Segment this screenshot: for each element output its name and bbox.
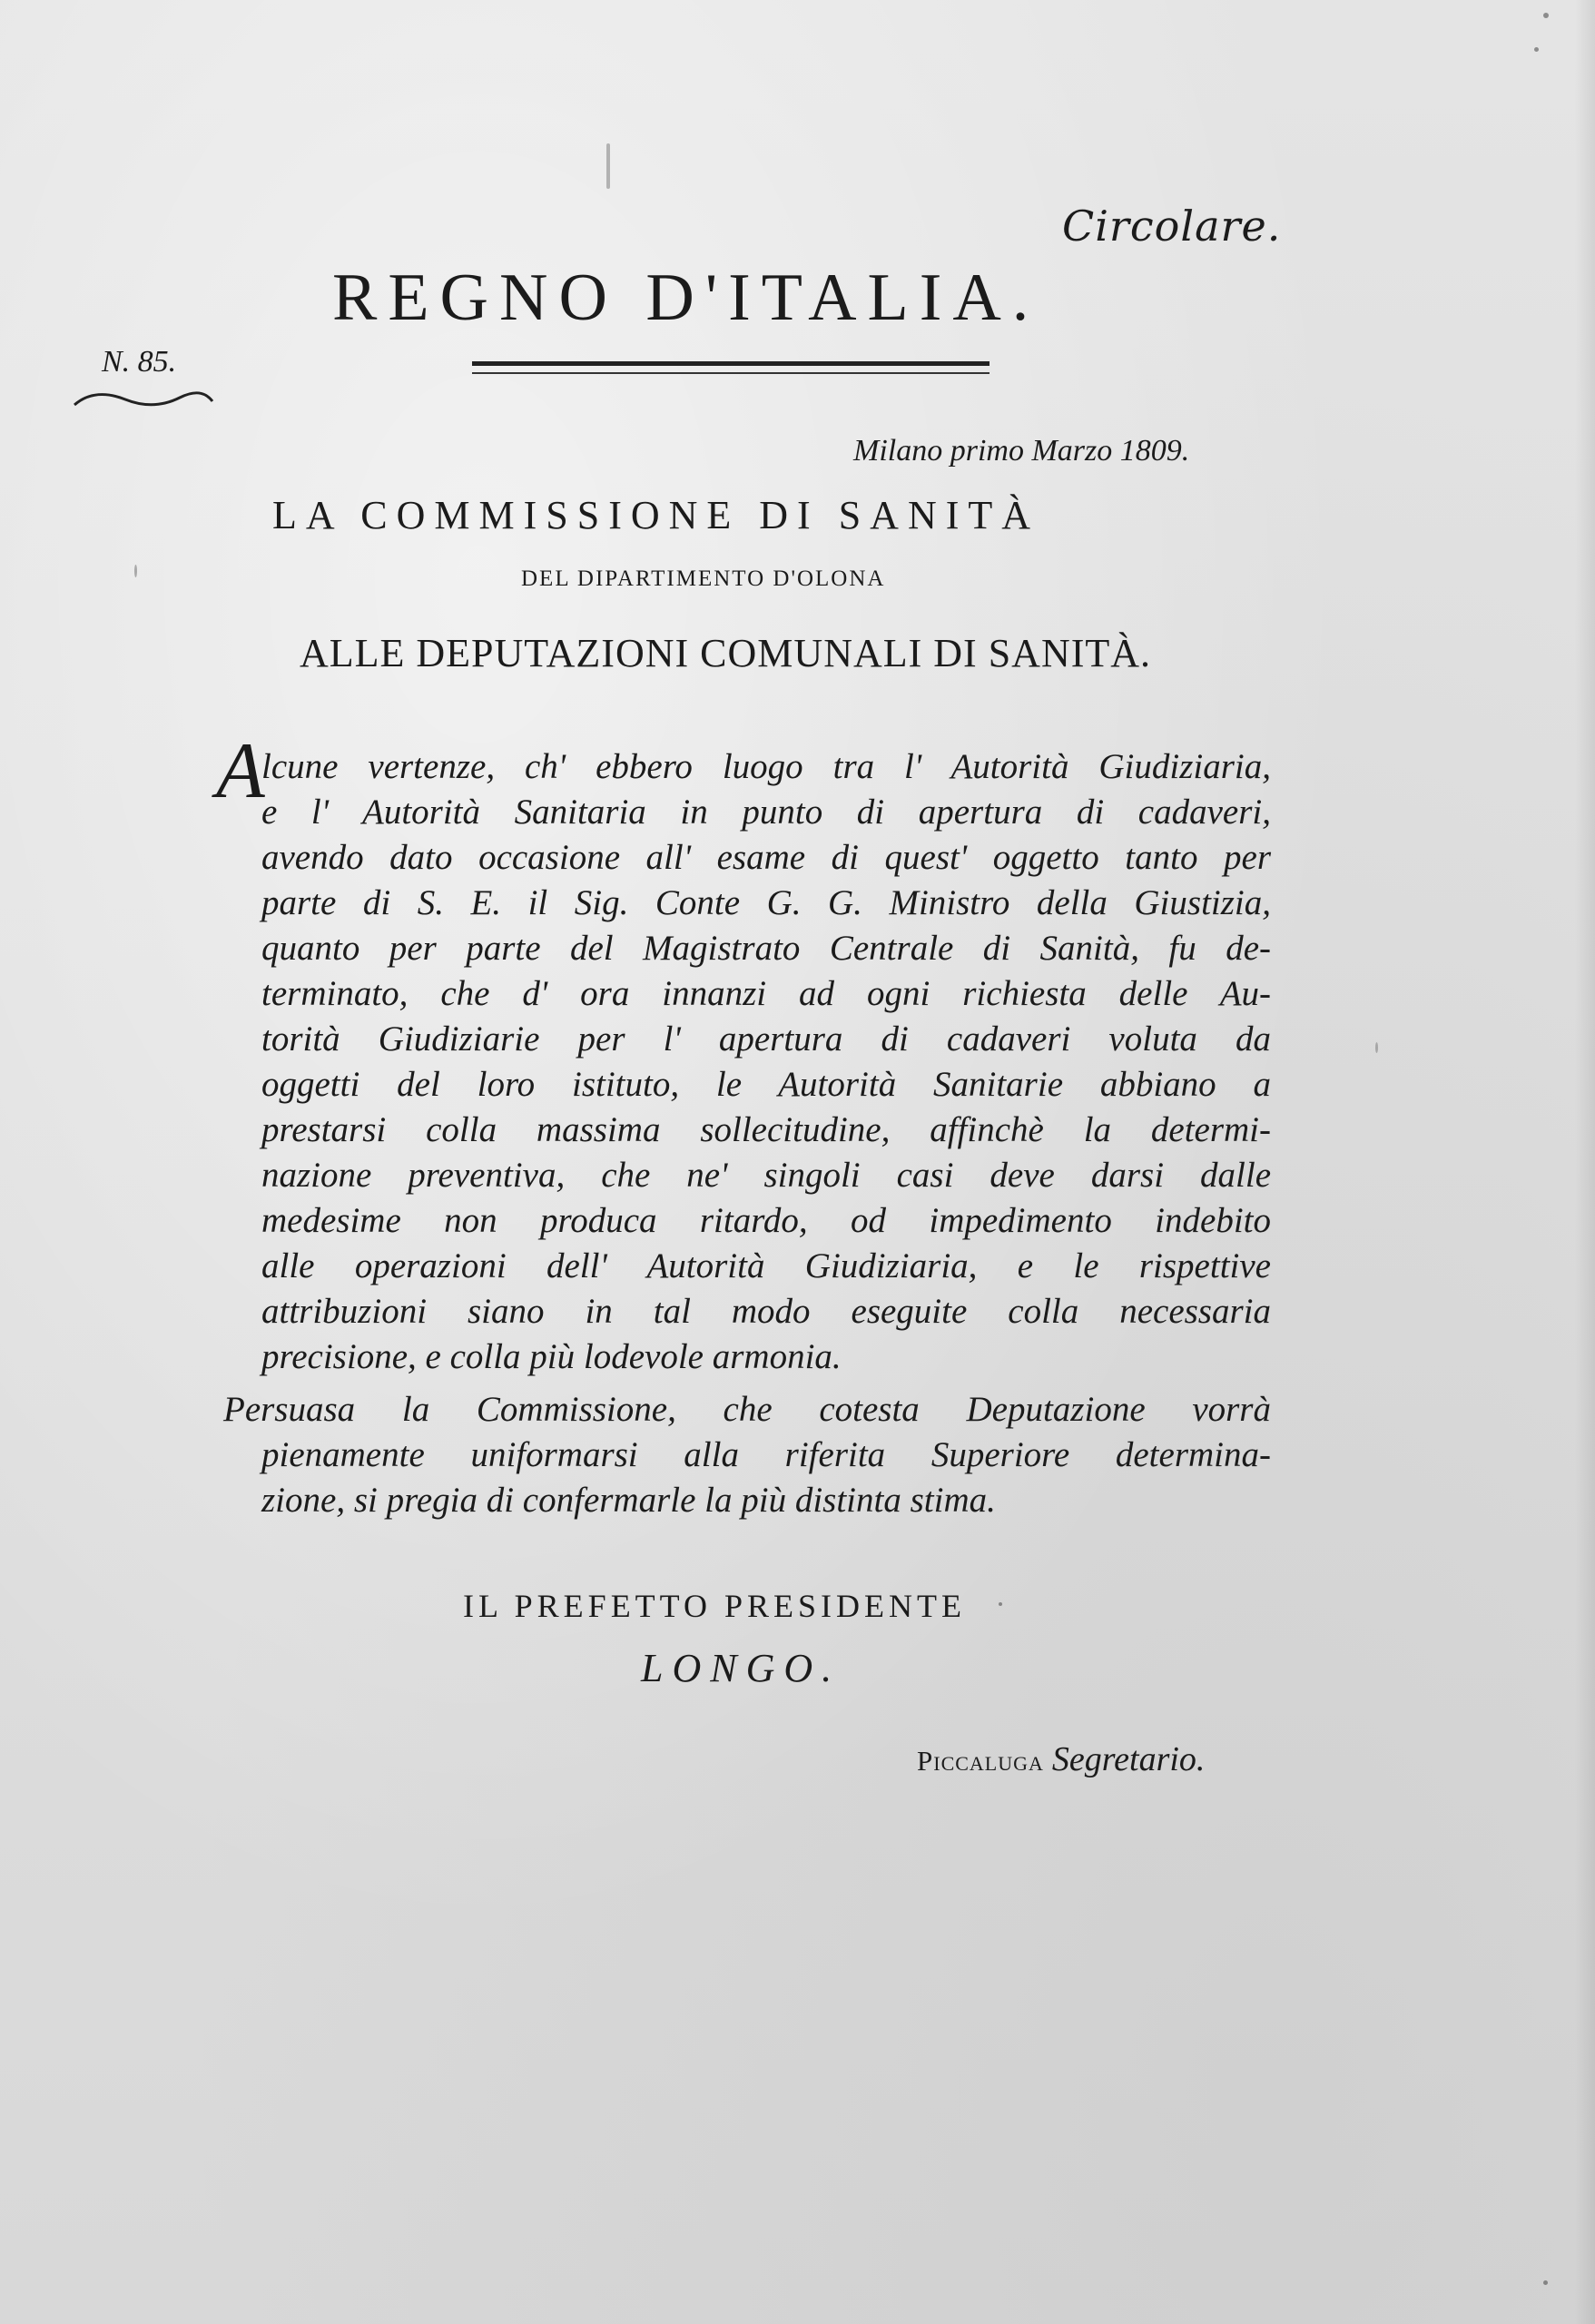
body-line: lcune vertenze, ch' ebbero luogo tra l' Autorità Giudiziaria, <box>261 747 1271 786</box>
dateline: Milano primo Marzo 1809. <box>853 434 1190 468</box>
paper-speck <box>134 565 137 577</box>
body-line: parte di S. E. il Sig. Conte G. G. Ministro della Giustizia, <box>261 883 1271 922</box>
secretary-line <box>917 1739 1205 1779</box>
body-line: avendo dato occasione all' esame di quest' oggetto tanto per <box>261 838 1271 877</box>
secretary-role: Segretario. <box>1051 1740 1206 1778</box>
circular-number-text: N. 85. <box>102 345 177 379</box>
title-rule-thin <box>472 372 989 374</box>
body-line: Persuasa la Commissione, che cotesta Deputazione vorrà <box>223 1390 1271 1429</box>
body-line: zione, si pregia di confermarle la più distinta stima. <box>261 1481 996 1520</box>
body-line: alle operazioni dell' Autorità Giudiziaria, e le rispettive <box>261 1246 1271 1285</box>
body-line: prestarsi colla massima sollecitudine, affinchè la determi- <box>261 1110 1271 1149</box>
body-line: torità Giudiziarie per l' apertura di cadaveri voluta da <box>261 1019 1271 1059</box>
paper-mark <box>606 143 610 189</box>
body-line: medesime non produca ritardo, od impedimento indebito <box>261 1201 1271 1240</box>
signatory-name: LONGO. <box>641 1646 842 1690</box>
body-line: oggetti del loro istituto, le Autorità Sanitarie abbiano a <box>261 1065 1271 1104</box>
body-line: quanto per parte del Magistrato Centrale di Sanità, fu de- <box>261 929 1271 968</box>
circular-number <box>102 345 176 379</box>
secretary-name: Piccaluga <box>917 1745 1044 1777</box>
body-line: nazione preventiva, che ne' singoli casi deve darsi dalle <box>261 1156 1271 1195</box>
title-rule-thick <box>472 361 989 366</box>
paper-speck <box>1543 2280 1548 2285</box>
signatory-title: IL PREFETTO PRESIDENTE <box>463 1588 967 1624</box>
circular-label: Circolare. <box>1062 202 1282 251</box>
issuer-department: DEL DIPARTIMENTO D'OLONA <box>521 566 886 591</box>
paper-speck <box>1534 47 1539 52</box>
body-line: terminato, che d' ora innanzi ad ogni richiesta delle Au- <box>261 974 1271 1013</box>
paper-speck <box>1543 13 1549 18</box>
addressee: ALLE DEPUTAZIONI COMUNALI DI SANITÀ. <box>300 631 1152 675</box>
body-paragraph-1 <box>261 744 1271 1380</box>
document-title: REGNO D'ITALIA. <box>332 261 1040 335</box>
body-line: precisione, e colla più lodevole armonia. <box>261 1337 842 1376</box>
flourish-ornament <box>71 389 216 410</box>
body-paragraph-2 <box>223 1387 1271 1523</box>
drop-cap: A <box>216 727 265 815</box>
paper-speck <box>999 1602 1002 1606</box>
body-line: attribuzioni siano in tal modo eseguite colla necessaria <box>261 1292 1271 1331</box>
paper-speck <box>1375 1042 1378 1053</box>
body-line: e l' Autorità Sanitaria in punto di apertura di cadaveri, <box>261 793 1271 832</box>
issuer-commission: LA COMMISSIONE DI SANITÀ <box>272 493 1040 537</box>
body-line: pienamente uniformarsi alla riferita Superiore determina- <box>261 1435 1271 1474</box>
